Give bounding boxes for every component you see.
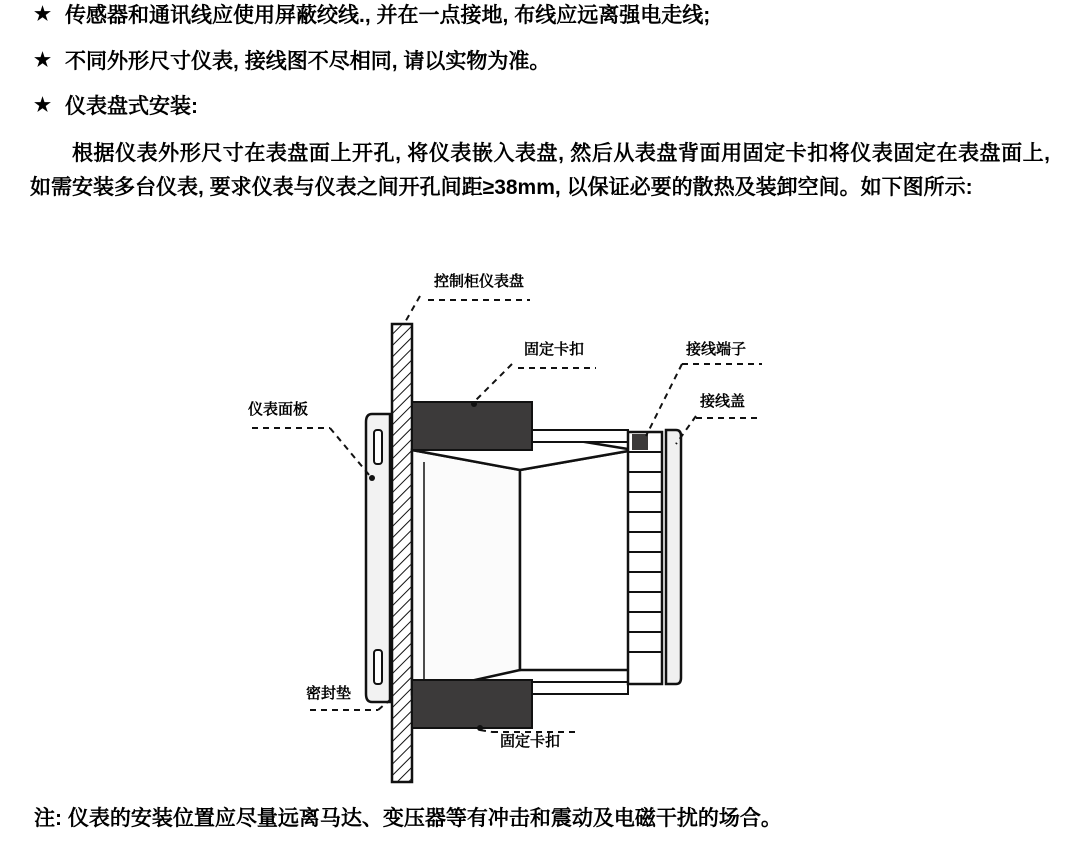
bullet-item-1-text: 传感器和通讯线应使用屏蔽绞线., 并在一点接地, 布线应远离强电走线;	[65, 4, 711, 27]
footer-note: 注: 仪表的安装位置应尽量远离马达、变压器等有冲击和震动及电磁干扰的场合。	[34, 806, 782, 830]
bullet-item-3	[0, 91, 1080, 123]
label-terminal: 接线端子	[686, 341, 747, 358]
bullet-item-3-text: 仪表盘式安装:	[65, 95, 199, 118]
label-meter-face: 仪表面板	[248, 401, 309, 418]
installation-diagram	[0, 262, 1080, 792]
label-panel-cabinet: 控制柜仪表盘	[434, 273, 525, 290]
label-gasket: 密封垫	[306, 685, 352, 702]
label-clip-bottom: 固定卡扣	[500, 733, 561, 750]
star-icon: ★	[34, 95, 52, 116]
star-icon: ★	[34, 4, 52, 25]
bullet-item-2-text: 不同外形尺寸仪表, 接线图不尽相同, 请以实物为准。	[65, 49, 551, 73]
star-icon: ★	[34, 49, 52, 71]
body-paragraph: 根据仪表外形尺寸在表盘面上开孔, 将仪表嵌入表盘, 然后从表盘背面用固定卡扣将仪表固定在表盘面上, 如需安装多台仪表, 要求仪表与仪表之间开孔间距≥38mm, 以保证必要的散热及装卸空间。如下图所示:	[30, 141, 1050, 199]
bullet-item-2	[0, 46, 1080, 78]
bullet-item-1	[0, 0, 1080, 32]
label-clip-top: 固定卡扣	[524, 341, 585, 358]
label-wiring-cover: 接线盖	[700, 393, 746, 410]
